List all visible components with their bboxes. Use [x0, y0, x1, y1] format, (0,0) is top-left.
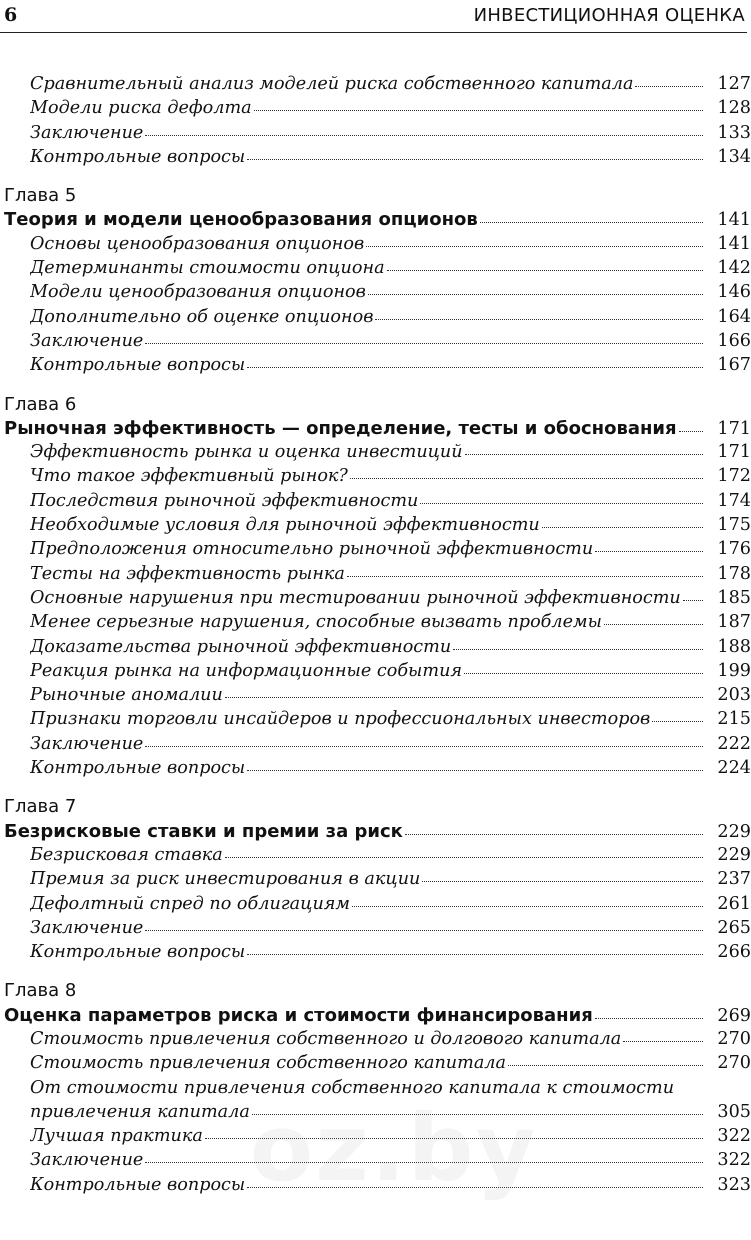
toc-label: Необходимые условия для рыночной эффективности — [30, 515, 540, 536]
dot-leader — [405, 834, 703, 835]
toc-label: Стоимость привлечения собственного капитала — [30, 1053, 506, 1074]
toc-label: От стоимости привлечения собственного капитала к стоимости — [30, 1077, 675, 1098]
toc-entry — [0, 709, 751, 733]
toc-page-number: 305 — [717, 1101, 751, 1122]
toc-page-number: 323 — [717, 1174, 751, 1195]
toc-entry — [0, 942, 751, 966]
toc-label: Предположения относительно рыночной эффективности — [30, 539, 594, 560]
dot-leader — [508, 1065, 703, 1066]
dot-leader — [145, 930, 703, 931]
dot-leader — [683, 600, 703, 601]
dot-leader — [422, 881, 703, 882]
toc-page-number: 224 — [717, 758, 751, 779]
toc-page-number: 178 — [717, 563, 751, 584]
toc-page-number: 215 — [717, 709, 751, 730]
watermark: oz.by — [250, 1095, 538, 1202]
toc-entry — [0, 1053, 751, 1077]
toc-entry — [0, 1126, 751, 1150]
toc-page-number: 265 — [717, 917, 751, 938]
dot-leader — [604, 624, 703, 625]
running-header — [0, 0, 747, 33]
toc-label: Безрисковые ставки и премии за риск — [4, 820, 403, 842]
toc-entry — [0, 637, 751, 661]
dot-leader — [254, 110, 703, 111]
toc-page-number: 175 — [717, 515, 751, 536]
dot-leader — [347, 576, 703, 577]
toc-label: Рыночные аномалии — [30, 685, 223, 706]
chapter-heading — [0, 394, 751, 418]
dot-leader — [247, 770, 703, 771]
toc-label: Контрольные вопросы — [30, 1174, 246, 1195]
toc-label: Что такое эффективный рынок? — [30, 466, 348, 487]
dot-leader — [480, 222, 703, 223]
toc-page-number: 187 — [717, 612, 751, 633]
toc-page-number: 188 — [717, 636, 751, 657]
toc-entry — [0, 685, 751, 709]
toc-page-number: 176 — [717, 539, 751, 560]
toc-label: Заключение — [30, 122, 144, 143]
toc-page-number: 270 — [717, 1028, 751, 1049]
toc-label: Дефолтный спред по облигациям — [30, 893, 351, 914]
toc-label: Дополнительно об оценке опционов — [30, 306, 374, 327]
toc-label: Теория и модели ценообразования опционов — [4, 209, 478, 231]
toc-label: Тесты на эффективность рынка — [30, 563, 345, 584]
toc-page-number: 222 — [717, 733, 751, 754]
page-number: 6 — [4, 4, 18, 26]
toc-label: привлечения капитала — [30, 1101, 250, 1122]
toc-entry — [0, 539, 751, 563]
toc-label: Основные нарушения при тестировании рыночной эффективности — [30, 587, 681, 608]
toc-entry — [0, 1175, 751, 1199]
dot-leader — [252, 1114, 703, 1115]
toc-page-number: 322 — [717, 1150, 751, 1171]
toc-entry — [0, 491, 751, 515]
toc-entry — [0, 282, 751, 306]
dot-leader — [623, 1041, 703, 1042]
chapter-title-row — [0, 821, 751, 845]
toc-label: Модели ценообразования опционов — [30, 282, 366, 303]
dot-leader — [145, 343, 703, 344]
chapter-title-row — [0, 209, 751, 233]
dot-leader — [652, 721, 703, 722]
dot-leader — [352, 906, 703, 907]
toc-label: Стоимость привлечения собственного и долгового капитала — [30, 1028, 622, 1049]
toc-label: Контрольные вопросы — [30, 146, 246, 167]
toc-label: Заключение — [30, 733, 144, 754]
toc-label: Реакция рынка на информационные события — [30, 660, 463, 681]
dot-leader — [465, 454, 703, 455]
dot-leader — [247, 159, 703, 160]
toc-label: Заключение — [30, 917, 144, 938]
dot-leader — [247, 367, 703, 368]
toc-label: Контрольные вопросы — [30, 942, 246, 963]
chapter-heading — [0, 980, 751, 1004]
toc-label: Оценка параметров риска и стоимости финансирования — [4, 1004, 593, 1026]
dot-leader — [205, 1138, 703, 1139]
toc-label: Последствия рыночной эффективности — [30, 490, 419, 511]
toc-entry — [0, 845, 751, 869]
dot-leader — [368, 294, 703, 295]
toc-entry — [0, 258, 751, 282]
dot-leader — [464, 673, 703, 674]
toc-page-number: 199 — [717, 660, 751, 681]
dot-leader — [375, 319, 703, 320]
toc-label: Доказательства рыночной эффективности — [30, 636, 452, 657]
toc-entry — [0, 758, 751, 782]
toc-entry — [0, 307, 751, 331]
dot-leader — [453, 649, 703, 650]
dot-leader — [225, 857, 703, 858]
toc-label: Менее серьезные нарушения, способные вызвать проблемы — [30, 612, 602, 633]
toc-label: Лучшая практика — [30, 1126, 203, 1147]
toc-label: Сравнительный анализ моделей риска собственного капитала — [30, 74, 634, 94]
toc-page-number: 133 — [717, 122, 751, 143]
toc-page-number: 164 — [717, 306, 751, 327]
toc-entry — [0, 869, 751, 893]
toc-entry — [0, 515, 751, 539]
toc-label: Заключение — [30, 1150, 144, 1171]
toc-page-number: 266 — [717, 942, 751, 963]
toc-label: Модели риска дефолта — [30, 98, 252, 119]
dot-leader — [420, 503, 703, 504]
toc-entry — [0, 147, 751, 171]
toc-label: Глава 6 — [4, 393, 77, 415]
toc-label: Безрисковая ставка — [30, 844, 223, 865]
toc-page-number: 171 — [717, 442, 751, 463]
toc-page-number: 141 — [717, 210, 751, 231]
chapter-title-row — [0, 418, 751, 442]
toc-entry — [0, 661, 751, 685]
toc-label: Заключение — [30, 330, 144, 351]
toc-entry — [0, 612, 751, 636]
running-title: ИНВЕСТИЦИОННАЯ ОЦЕНКА — [473, 5, 745, 26]
toc-page-number: 269 — [717, 1005, 751, 1026]
chapter-title-row — [0, 1005, 751, 1029]
chapter-heading — [0, 796, 751, 820]
toc-entry — [0, 1078, 751, 1102]
dot-leader — [387, 270, 703, 271]
toc-label: Эффективность рынка и оценка инвестиций — [30, 442, 463, 463]
dot-leader — [145, 1162, 703, 1163]
chapter-heading — [0, 185, 751, 209]
toc-entry — [0, 98, 751, 122]
toc-label: Глава 7 — [4, 796, 77, 818]
toc-page-number: 134 — [717, 146, 751, 167]
toc-page-number: 185 — [717, 587, 751, 608]
toc-label: Контрольные вопросы — [30, 355, 246, 376]
toc-page-number: 127 — [717, 74, 751, 94]
toc-entry — [0, 1102, 751, 1126]
toc-label: Рыночная эффективность — определение, тесты и обоснования — [4, 417, 677, 439]
toc-label: Премия за риск инвестирования в акции — [30, 869, 421, 890]
toc-label: Глава 8 — [4, 980, 77, 1002]
toc-label: Признаки торговли инсайдеров и профессиональных инвесторов — [30, 709, 651, 730]
toc-page-number: 166 — [717, 330, 751, 351]
dot-leader — [350, 478, 703, 479]
toc-page-number: 174 — [717, 490, 751, 511]
toc-entry — [0, 331, 751, 355]
toc-label: Основы ценообразования опционов — [30, 233, 365, 254]
dot-leader — [247, 1187, 703, 1188]
toc-page-number: 142 — [717, 258, 751, 279]
dot-leader — [145, 135, 703, 136]
toc-entry — [0, 1150, 751, 1174]
toc-entry — [0, 234, 751, 258]
toc-entry — [0, 466, 751, 490]
toc-label: Контрольные вопросы — [30, 758, 246, 779]
dot-leader — [679, 431, 703, 432]
toc-entry — [0, 74, 751, 98]
dot-leader — [145, 746, 703, 747]
toc-page-number: 146 — [717, 282, 751, 303]
dot-leader — [635, 86, 703, 87]
toc-page-number: 203 — [717, 685, 751, 706]
toc-page-number: 172 — [717, 466, 751, 487]
dot-leader — [366, 246, 703, 247]
toc-page-number: 167 — [717, 355, 751, 376]
dot-leader — [595, 551, 703, 552]
toc-entry — [0, 588, 751, 612]
toc-page-number: 171 — [717, 418, 751, 439]
toc-page-number: 229 — [717, 844, 751, 865]
toc-entry — [0, 734, 751, 758]
toc-entry — [0, 442, 751, 466]
dot-leader — [225, 697, 703, 698]
toc-entry — [0, 918, 751, 942]
toc-page-number: 229 — [717, 821, 751, 842]
toc-entry — [0, 355, 751, 379]
toc-page-number: 322 — [717, 1126, 751, 1147]
table-of-contents — [0, 74, 751, 1199]
dot-leader — [247, 954, 703, 955]
toc-entry — [0, 123, 751, 147]
toc-page-number: 237 — [717, 869, 751, 890]
toc-page-number: 128 — [717, 98, 751, 119]
toc-entry — [0, 1029, 751, 1053]
toc-page-number: 141 — [717, 233, 751, 254]
toc-label: Детерминанты стоимости опциона — [30, 258, 385, 279]
toc-page-number: 261 — [717, 893, 751, 914]
toc-entry — [0, 894, 751, 918]
toc-label: Глава 5 — [4, 185, 77, 207]
dot-leader — [595, 1018, 703, 1019]
toc-entry — [0, 564, 751, 588]
toc-page-number: 270 — [717, 1053, 751, 1074]
dot-leader — [542, 527, 703, 528]
